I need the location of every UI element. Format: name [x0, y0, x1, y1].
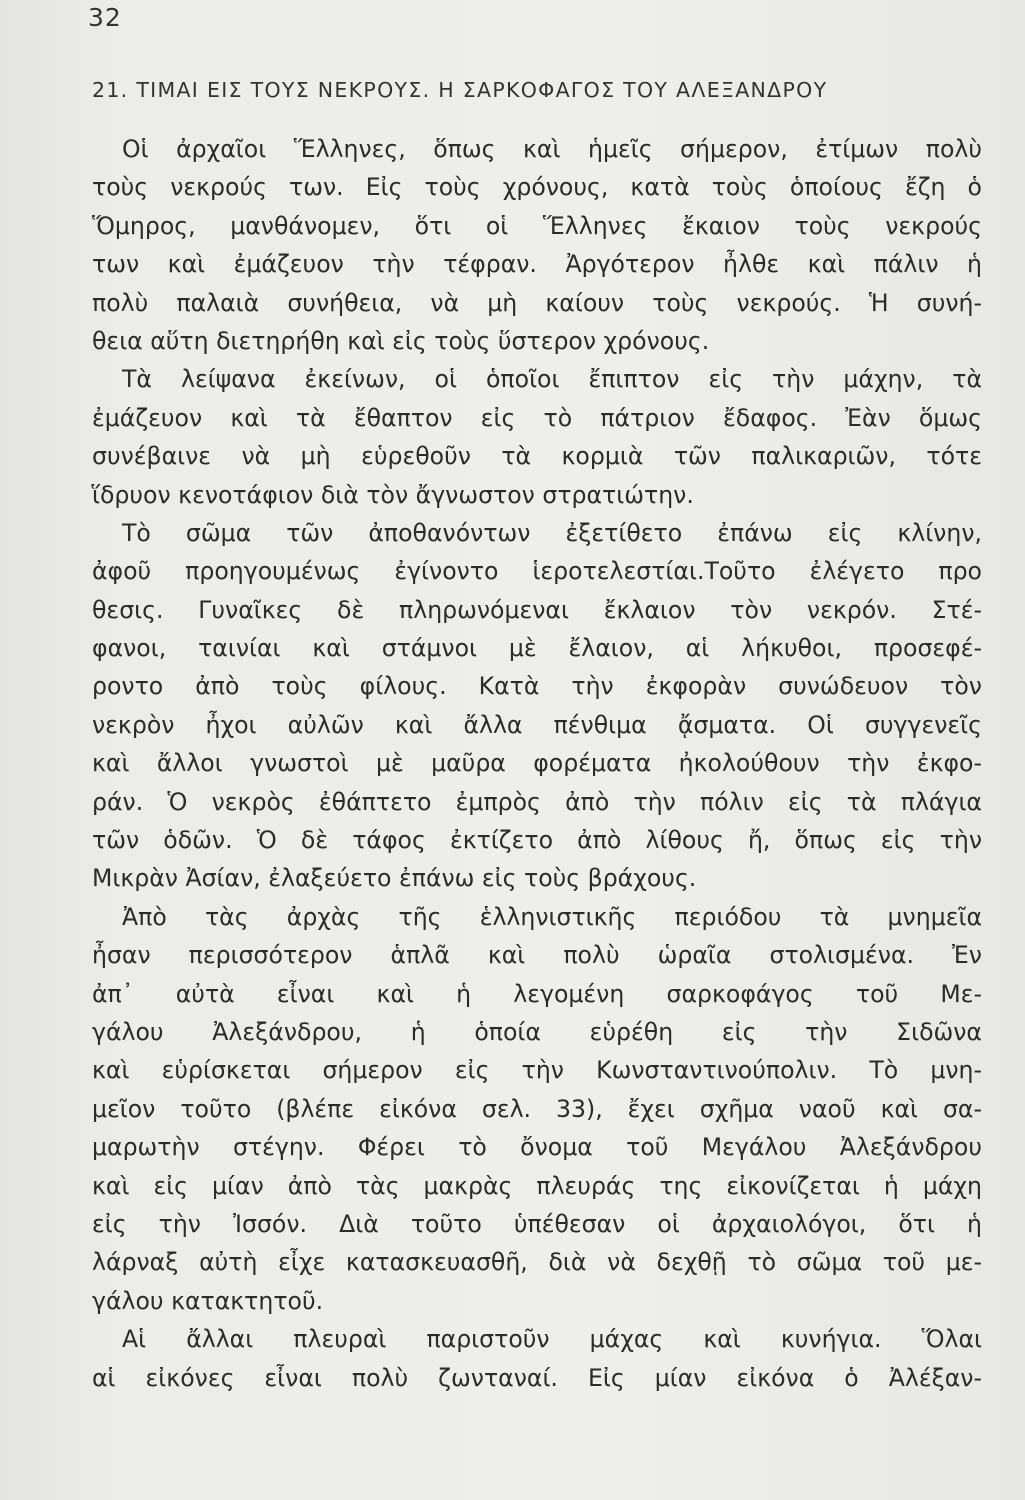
- text-line: γάλου Ἀλεξάνδρου, ἡ ὁποία εὑρέθη εἰς τὴν Σιδῶνα: [92, 1017, 982, 1046]
- chapter-title: 21. ΤΙΜΑΙ ΕΙΣ ΤΟΥΣ ΝΕΚΡΟΥΣ. Η ΣΑΡΚΟΦΑΓΟΣ ΤΟΥ ΑΛΕΞΑΝΔΡΟΥ: [92, 78, 828, 102]
- text-line: καὶ ἄλλοι γνωστοὶ μὲ μαῦρα φορέματα ἠκολούθουν τὴν ἐκφο-: [92, 749, 982, 778]
- text-line: Τὰ λείψανα ἐκείνων, οἱ ὁποῖοι ἔπιπτον εἰς τὴν μάχην, τὰ: [122, 365, 982, 394]
- text-line: αἱ εἰκόνες εἶναι πολὺ ζωνταναί. Εἰς μίαν εἰκόνα ὁ Ἀλέξαν-: [92, 1363, 982, 1392]
- text-line: ἦσαν περισσότερον ἁπλᾶ καὶ πολὺ ὡραῖα στολισμένα. Ἐν: [92, 941, 982, 970]
- text-line: Τὸ σῶμα τῶν ἀποθανόντων ἐξετίθετο ἐπάνω εἰς κλίνην,: [122, 518, 982, 547]
- text-line: μεῖον τοῦτο (βλέπε εἰκόνα σελ. 33), ἔχει σχῆμα ναοῦ καὶ σα-: [92, 1094, 982, 1123]
- text-line: γάλου κατακτητοῦ.: [92, 1286, 324, 1315]
- text-line: ἀφοῦ προηγουμένως ἐγίνοντο ἱεροτελεστίαι.Τοῦτο ἐλέγετο προ: [92, 557, 982, 586]
- text-line: τοὺς νεκρούς των. Εἰς τοὺς χρόνους, κατὰ τοὺς ὁποίους ἔζη ὁ: [92, 173, 982, 202]
- text-line: θεσις. Γυναῖκες δὲ πληρωνόμεναι ἔκλαιον τὸν νεκρόν. Στέ-: [92, 595, 982, 624]
- text-line: ἀπ᾿ αὐτὰ εἶναι καὶ ἡ λεγομένη σαρκοφάγος τοῦ Με-: [92, 979, 982, 1008]
- text-line: καὶ εὑρίσκεται σήμερον εἰς τὴν Κωνσταντινούπολιν. Τὸ μνη-: [92, 1056, 982, 1085]
- body-text: [92, 130, 982, 1397]
- text-line: ἵδρυον κενοτάφιον διὰ τὸν ἄγνωστον στρατιώτην.: [92, 480, 694, 509]
- text-line: Ἀπὸ τὰς ἀρχὰς τῆς ἑλληνιστικῆς περιόδου τὰ μνημεῖα: [122, 902, 982, 931]
- text-line: ἐμάζευον καὶ τὰ ἔθαπτον εἰς τὸ πάτριον ἔδαφος. Ἐὰν ὅμως: [92, 403, 982, 432]
- text-line: ροντο ἀπὸ τοὺς φίλους. Κατὰ τὴν ἐκφορὰν συνώδευον τὸν: [92, 672, 982, 701]
- text-line: καὶ εἰς μίαν ἀπὸ τὰς μακρὰς πλευράς της εἰκονίζεται ἡ μάχη: [92, 1171, 982, 1200]
- text-line: Ὅμηρος, μανθάνομεν, ὅτι οἱ Ἕλληνες ἔκαιον τοὺς νεκρούς: [92, 211, 982, 240]
- text-line: φανοι, ταινίαι καὶ στάμνοι μὲ ἔλαιον, αἱ λήκυθοι, προσεφέ-: [92, 634, 982, 663]
- text-line: ράν. Ὁ νεκρὸς ἐθάπτετο ἐμπρὸς ἀπὸ τὴν πόλιν εἰς τὰ πλάγια: [92, 787, 982, 816]
- text-line: πολὺ παλαιὰ συνήθεια, νὰ μὴ καίουν τοὺς νεκρούς. Ἡ συνή-: [92, 288, 982, 317]
- text-line: νεκρὸν ἦχοι αὐλῶν καὶ ἄλλα πένθιμα ᾄσματα. Οἱ συγγενεῖς: [92, 710, 982, 739]
- text-line: Αἱ ἄλλαι πλευραὶ παριστοῦν μάχας καὶ κυνήγια. Ὅλαι: [122, 1325, 982, 1354]
- text-line: εἰς τὴν Ἰσσόν. Διὰ τοῦτο ὑπέθεσαν οἱ ἀρχαιολόγοι, ὅτι ἡ: [92, 1209, 982, 1238]
- text-line: συνέβαινε νὰ μὴ εὑρεθοῦν τὰ κορμιὰ τῶν παλικαριῶν, τότε: [92, 442, 982, 471]
- text-line: μαρωτὴν στέγην. Φέρει τὸ ὄνομα τοῦ Μεγάλου Ἀλεξάνδρου: [92, 1133, 982, 1162]
- text-line: Οἱ ἀρχαῖοι Ἕλληνες, ὅπως καὶ ἡμεῖς σήμερον, ἐτίμων πολὺ: [122, 135, 982, 163]
- text-line: λάρναξ αὐτὴ εἶχε κατασκευασθῆ, διὰ νὰ δεχθῇ τὸ σῶμα τοῦ με-: [92, 1248, 982, 1277]
- text-line: των καὶ ἐμάζευον τὴν τέφραν. Ἀργότερον ἦλθε καὶ πάλιν ἡ: [92, 250, 982, 279]
- text-line: τῶν ὁδῶν. Ὁ δὲ τάφος ἐκτίζετο ἀπὸ λίθους ἤ, ὅπως εἰς τὴν: [92, 826, 982, 855]
- text-line: θεια αὕτη διετηρήθη καὶ εἰς τοὺς ὕστερον χρόνους.: [92, 326, 710, 355]
- page-number: 32: [88, 3, 122, 32]
- text-line: Μικρὰν Ἀσίαν, ἐλαξεύετο ἐπάνω εἰς τοὺς βράχους.: [92, 864, 697, 893]
